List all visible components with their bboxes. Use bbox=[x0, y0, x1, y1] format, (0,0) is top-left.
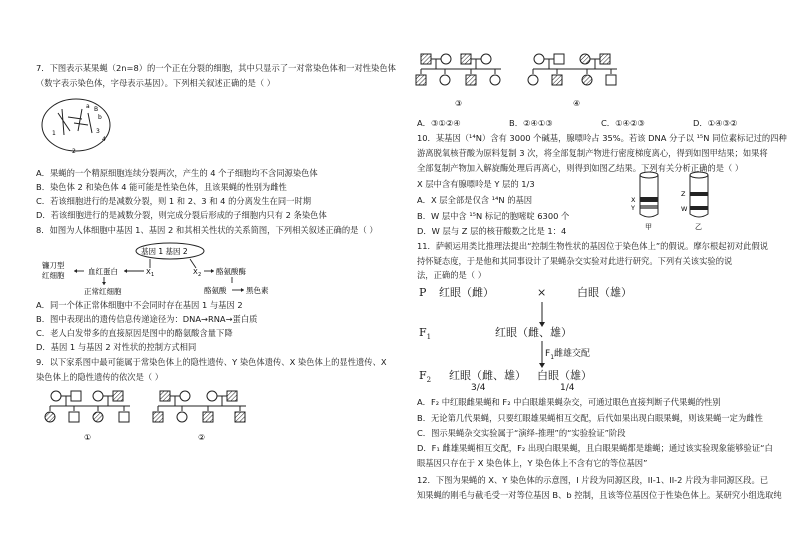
f1-mate-note bbox=[545, 349, 590, 363]
f2-label bbox=[419, 370, 431, 386]
normal-rbc-label: 正常红细胞 bbox=[84, 287, 122, 296]
q10-option-b: B．W 层中含 ¹⁵N 标记的胞嘧啶 6300 个 bbox=[417, 211, 570, 221]
q11-option-c: C．图示果蝇杂交实验属于“演绎-推理”的“实验验证”阶段 bbox=[417, 428, 626, 438]
cross-arrow-p-f1 bbox=[537, 302, 547, 328]
band-z-label: Z bbox=[681, 190, 686, 198]
q11-option-d: D．F₁ 雌雄果蝇相互交配，F₂ 出现白眼果蝇，且白眼果蝇都是雄蝇；通过该实验现象能够验证“白 bbox=[417, 443, 773, 453]
q11-stem-line1: 11．萨顿运用类比推理法提出“控制生物性状的基因位于染色体上”的假说。摩尔根起初对此假说 bbox=[417, 241, 769, 251]
melanin-label: 黑色素 bbox=[246, 286, 269, 295]
sickle-cell-label-line1: 镰刀型 bbox=[42, 261, 65, 270]
f2-subscript: 2 bbox=[426, 376, 432, 385]
x2-label: X bbox=[193, 268, 198, 276]
pedigree-label-2: ② bbox=[198, 433, 206, 442]
f2-symbol: F bbox=[419, 369, 427, 382]
q8-option-c: C．老人白发带多的直接原因是图中的酪氨酸含量下降 bbox=[36, 328, 233, 338]
q10-stem-line2: 游离脱氧核苷酸为原料复制 3 次，将全部复制产物进行密度梯度离心，得到如图甲结果；如果将 bbox=[417, 148, 768, 158]
band-x-label: X bbox=[631, 196, 636, 204]
gene-pathway-diagram bbox=[40, 241, 300, 296]
f2-white: 白眼（雄） bbox=[537, 369, 592, 382]
tube-yi-label: 乙 bbox=[695, 223, 702, 231]
centrifuge-tubes bbox=[629, 170, 729, 230]
sickle-cell-label-line2: 红细胞 bbox=[42, 271, 65, 280]
q10-stem-line3: 全部复制产物加入解旋酶处理后再离心，则得到如图乙结果。下列有关分析正确的是（ ） bbox=[417, 163, 744, 173]
hemoglobin-label: 血红蛋白 bbox=[88, 267, 118, 276]
cross-p-white: 白眼（雄） bbox=[577, 286, 632, 299]
cell-label-a: a bbox=[86, 103, 90, 110]
pedigree-label-4: ④ bbox=[573, 99, 581, 108]
f2-ratio-red: 3/4 bbox=[471, 383, 486, 393]
q8-stem: 8．如图为人体细胞中基因 1、基因 2 和其相关性状的关系简图，下列相关叙述正确的是（ ） bbox=[36, 225, 378, 235]
q10-stem-line1: 10．某基因（¹⁴N）含有 3000 个碱基，腺嘌呤占 35%。若该 DNA 分子以 ¹⁵N 同位素标记过的四种 bbox=[417, 133, 787, 143]
q7-option-b: B．染色体 2 和染色体 4 能可能是性染色体，且该果蝇的性别为雌性 bbox=[36, 182, 287, 192]
cell-label-B: B bbox=[94, 106, 99, 113]
pedigree-2 bbox=[150, 388, 260, 448]
f1-mate-symbol: F bbox=[545, 349, 551, 359]
cross-symbol: × bbox=[537, 286, 547, 299]
f1-symbol: F bbox=[419, 326, 427, 339]
q9-option-c: C．①④②③ bbox=[601, 118, 645, 128]
pedigree-label-3: ③ bbox=[455, 99, 463, 108]
q10-option-d: D．W 层与 Z 层的核苷酸数之比是 1：4 bbox=[417, 226, 567, 236]
q11-stem-line3: 法，正确的是（ ） bbox=[417, 270, 487, 280]
f2-red: 红眼（雌、雄） bbox=[449, 369, 526, 382]
f1-mate-text: 雌雄交配 bbox=[554, 349, 591, 359]
q9-stem-line1: 9．以下家系图中最可能属于常染色体上的隐性遗传、Y 染色体遗传、X 染色体上的显性遗传、X bbox=[36, 357, 387, 367]
pedigree-label-1: ① bbox=[84, 433, 92, 442]
f2-ratio-white: 1/4 bbox=[560, 383, 575, 393]
q7-option-d: D．若该细胞进行的是减数分裂，则完成分裂后形成的子细胞内只有 2 条染色体 bbox=[36, 210, 327, 220]
q8-option-b: B．图中表现出的遗传信息传递途径为：DNA→RNA→蛋白质 bbox=[36, 314, 258, 324]
q10-statement-x: X 层中含有腺嘌呤是 Y 层的 1/3 bbox=[417, 179, 535, 189]
q8-option-a: A．同一个体正常体细胞中不会同时存在基因 1 与基因 2 bbox=[36, 300, 243, 310]
f1-subscript: 1 bbox=[426, 333, 432, 342]
q10-option-a: A．X 层全部是仅含 ¹⁴N 的基因 bbox=[417, 195, 533, 205]
right-column bbox=[397, 0, 794, 549]
band-y-label: Y bbox=[631, 204, 635, 212]
q11-option-b: B．无论第几代果蝇，只要红眼雄果蝇相互交配，后代如果出现白眼果蝇，则该果蝇一定为雌性 bbox=[417, 413, 763, 423]
q11-stem-line2: 持怀疑态度，于是他和其同事设计了果蝇杂交实验对此进行研究。下列有关该实验的说 bbox=[417, 256, 733, 266]
x2-subscript: 2 bbox=[198, 272, 202, 278]
q8-option-d: D．基因 1 与基因 2 对性状的控制方式相同 bbox=[36, 342, 197, 352]
q9-option-a: A．③①②④ bbox=[417, 118, 461, 128]
f1-phenotype: 红眼（雌、雄） bbox=[495, 326, 572, 339]
x1-subscript: 1 bbox=[151, 272, 155, 278]
x1-label: X bbox=[146, 268, 151, 276]
pedigree-3 bbox=[415, 50, 525, 112]
cell-division-figure bbox=[38, 95, 118, 155]
tube-jia-label: 甲 bbox=[645, 223, 652, 231]
q9-stem-line2: 染色体上的隐性遗传的依次是（ ） bbox=[36, 372, 164, 382]
genes-label: 基因 1 基因 2 bbox=[141, 247, 188, 256]
band-w-label: W bbox=[681, 205, 688, 213]
q7-option-c: C．若该细胞进行的是减数分裂，则 1 和 2、3 和 4 的分离发生在同一时期 bbox=[36, 196, 312, 206]
q7-option-a: A．果蝇的一个精原细胞连续分裂两次，产生的 4 个子细胞均不含同源染色体 bbox=[36, 168, 318, 178]
q9-option-d: D．①④③② bbox=[693, 118, 738, 128]
tyrosinase-label: 酪氨酸酶 bbox=[216, 267, 246, 276]
pedigree-4 bbox=[527, 50, 637, 112]
f1-label bbox=[419, 327, 431, 343]
cell-label-b: b bbox=[98, 114, 102, 121]
cell-label-1: 1 bbox=[52, 130, 56, 137]
f1-mate-subscript: 1 bbox=[550, 353, 555, 361]
q12-stem-line1: 12．下图为果蝇的 X、Y 染色体的示意图，I 片段为同源区段，II-1、II-2 片段为非同源区段。已 bbox=[417, 475, 769, 485]
cell-label-3: 3 bbox=[96, 128, 100, 135]
cell-label-4: 4 bbox=[102, 136, 106, 143]
q9-option-b: B．②④①③ bbox=[509, 118, 553, 128]
q11-option-a: A．F₂ 中红眼雌果蝇和 F₂ 中白眼雄果蝇杂交，可通过眼色直接判断子代果蝇的性别 bbox=[417, 397, 721, 407]
cross-p-red: 红眼（雌） bbox=[439, 286, 494, 299]
q11-option-d-cont: 眼基因只存在于 X 染色体上，Y 染色体上不含有它的等位基因” bbox=[417, 458, 648, 468]
q12-stem-line2: 知果蝇的刚毛与截毛受一对等位基因 B、b 控制，且该等位基因位于性染色体上。某研究小组选取纯 bbox=[417, 490, 782, 500]
pedigree-1 bbox=[40, 388, 150, 448]
q7-stem-line1: 7．下图表示某果蝇（2n=8）的一个正在分裂的细胞，其中只显示了一对常染色体和一对性染色体 bbox=[36, 63, 396, 73]
cross-p-label: P bbox=[419, 286, 427, 299]
q7-stem-line2: （数字表示染色体，字母表示基因）。下列相关叙述正确的是（ ） bbox=[36, 78, 276, 88]
tyrosine-label: 酪氨酸 bbox=[204, 286, 227, 295]
cell-label-2: 2 bbox=[72, 148, 76, 155]
